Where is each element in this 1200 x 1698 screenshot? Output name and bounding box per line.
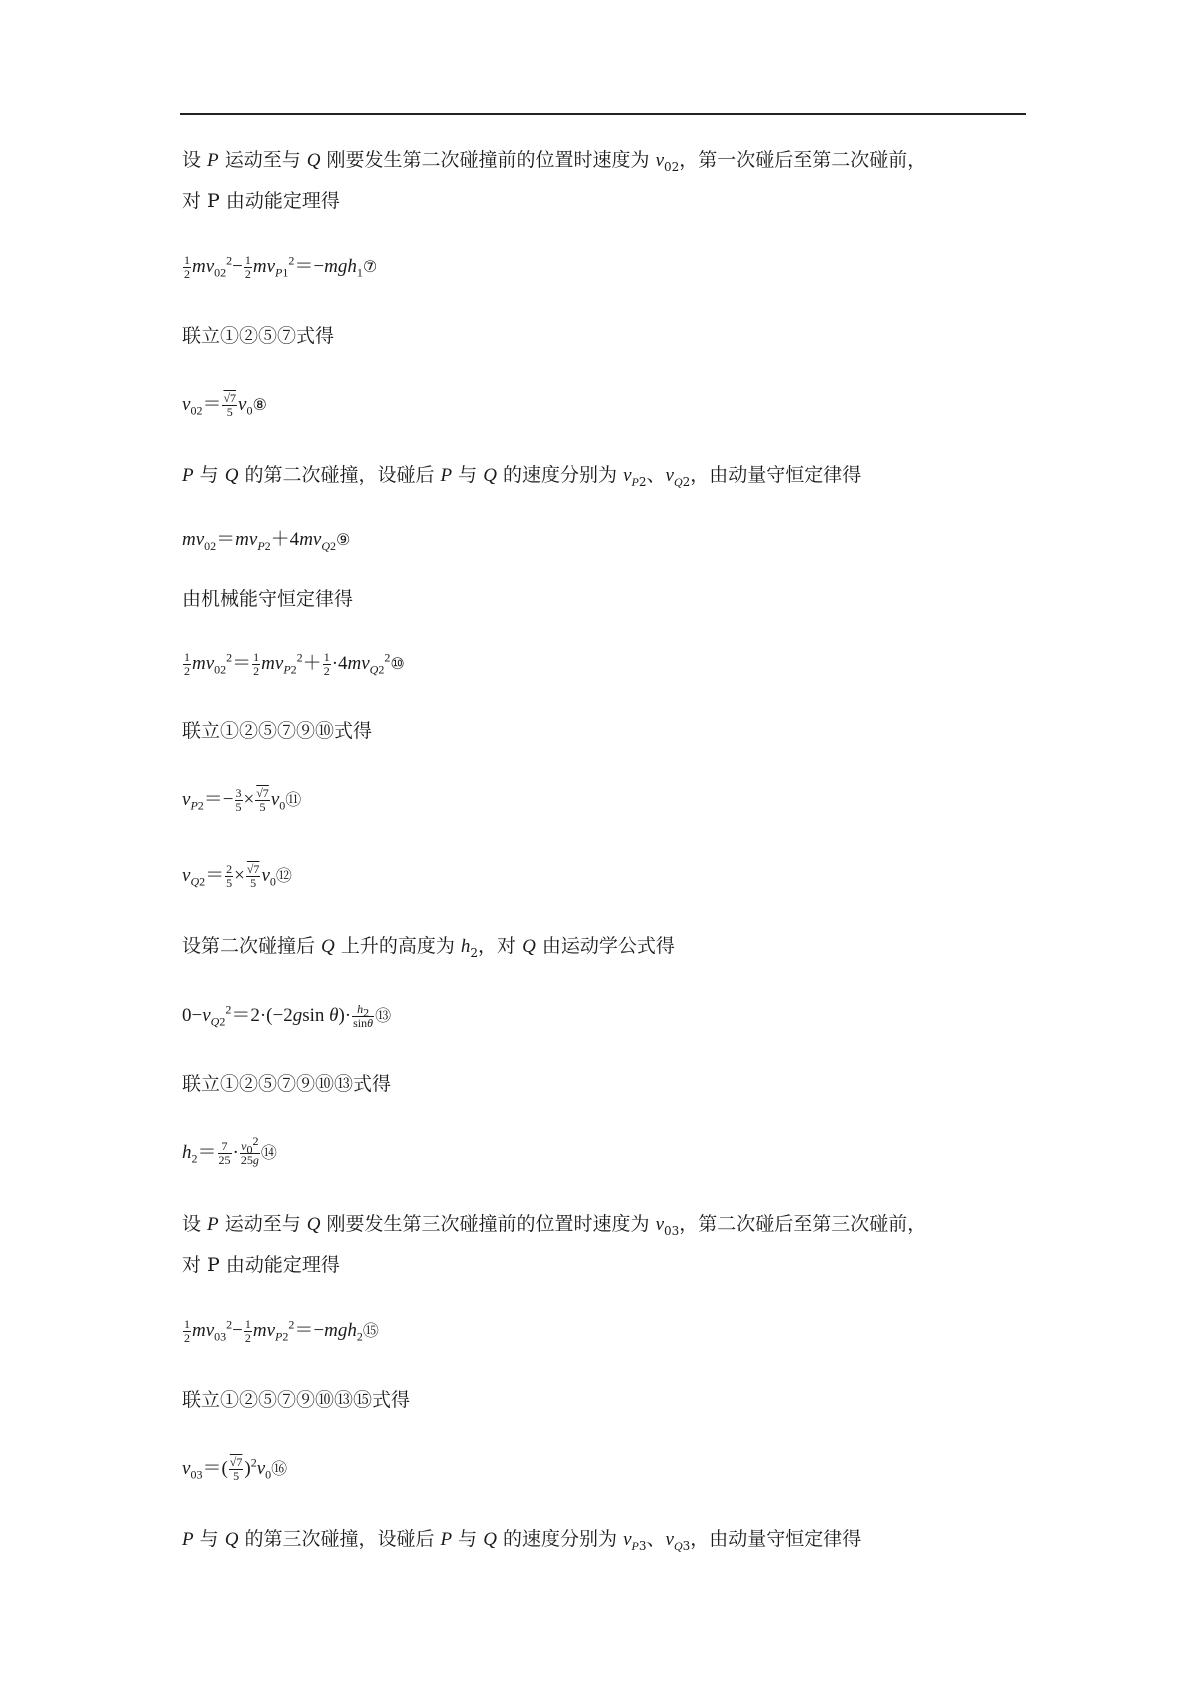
- text-line-1: 设 P 运动至与 Q 刚要发生第二次碰撞前的位置时速度为 $v_{02}$，第一次碰后至第二次碰前，: [182, 149, 927, 174]
- equation-13: $0-v_{Q2}^2=2\cdot(-2gsin$ θ)· $\frac{h_2}{\sin\theta}$ ⑬: [182, 1002, 392, 1030]
- text-line-5: 由机械能守恒定律得: [182, 588, 354, 610]
- equation-number: ⑦: [362, 256, 378, 276]
- text-line-12: P 与 Q 的第三次碰撞，设碰后 P 与 Q 的速度分别为 $v_{P3}$、$v_{Q3}$，由动量守恒定律得: [182, 1528, 862, 1553]
- text-line-7: 设第二次碰撞后 Q 上升的高度为 $h_2$，对 Q 由运动学公式得: [182, 935, 675, 960]
- equation-16: $v_{03}=$( $\frac{√7}{5}$ )$^2v_0⑯$: [182, 1455, 288, 1483]
- text-line-3: 联立①②⑤⑦式得: [182, 325, 335, 347]
- equation-number: ⑪: [285, 789, 302, 809]
- text-line-8: 联立①②⑤⑦⑨⑩⑬式得: [182, 1073, 392, 1095]
- equation-number: ⑯: [271, 1458, 288, 1478]
- equation-number: ⑨: [336, 530, 351, 549]
- equation-15: $\frac{1}{2}$ $mv_{03}^2-$ $\frac{1}{2}$ $mv_{P2}^2=-mgh_2⑮$: [184, 1317, 379, 1345]
- equation-number: ⑬: [375, 1005, 392, 1025]
- equation-14: $h_2=$ $\frac{7}{25}$ · $\frac{v_0^2}{25g}$ ⑭: [182, 1134, 277, 1167]
- equation-12: $v_{Q2}=$ $\frac{2}{5}$ × $\frac{√7}{5}$ $v_0⑫$: [182, 862, 292, 890]
- equation-number: ⑧: [252, 394, 267, 414]
- text-line-11: 联立①②⑤⑦⑨⑩⑬⑮式得: [182, 1389, 411, 1411]
- equation-11: $v_{P2}=-$ $\frac{3}{5}$ × $\frac{√7}{5}$ $v_0⑪$: [182, 786, 302, 814]
- text-line-4: P 与 Q 的第二次碰撞，设碰后 P 与 Q 的速度分别为 $v_{P2}$、$v_{Q2}$，由动量守恒定律得: [182, 464, 862, 489]
- equation-7: $\frac{1}{2}$ $mv_{02}^2-$ $\frac{1}{2}$ $mv_{P1}^2=-mgh_1⑦$: [184, 253, 378, 281]
- text-line-6: 联立①②⑤⑦⑨⑩式得: [182, 720, 373, 742]
- text-line-9: 设 P 运动至与 Q 刚要发生第三次碰撞前的位置时速度为 $v_{03}$，第二次碰后至第三次碰前，: [182, 1213, 927, 1238]
- equation-number: ⑩: [390, 653, 405, 673]
- equation-number: ⑭: [260, 1142, 277, 1162]
- text-line-2: 对 P 由动能定理得: [182, 190, 340, 212]
- header-rule: [180, 113, 1026, 115]
- equation-9: $mv_{02}=mv_{P2}+4mv_{Q2}⑨$: [182, 529, 351, 553]
- equation-number: ⑮: [362, 1320, 379, 1340]
- equation-number: ⑫: [275, 865, 292, 885]
- text-line-10: 对 P 由动能定理得: [182, 1254, 340, 1276]
- equation-10: $\frac{1}{2}$ $mv_{02}^2=$ $\frac{1}{2}$ $mv_{P2}^2+$ $\frac{1}{2}$ $\cdot 4mv_{Q2}^2⑩$: [184, 650, 405, 678]
- equation-8: $v_{02}=$ $\frac{√7}{5}$ $v_0⑧$: [182, 391, 267, 419]
